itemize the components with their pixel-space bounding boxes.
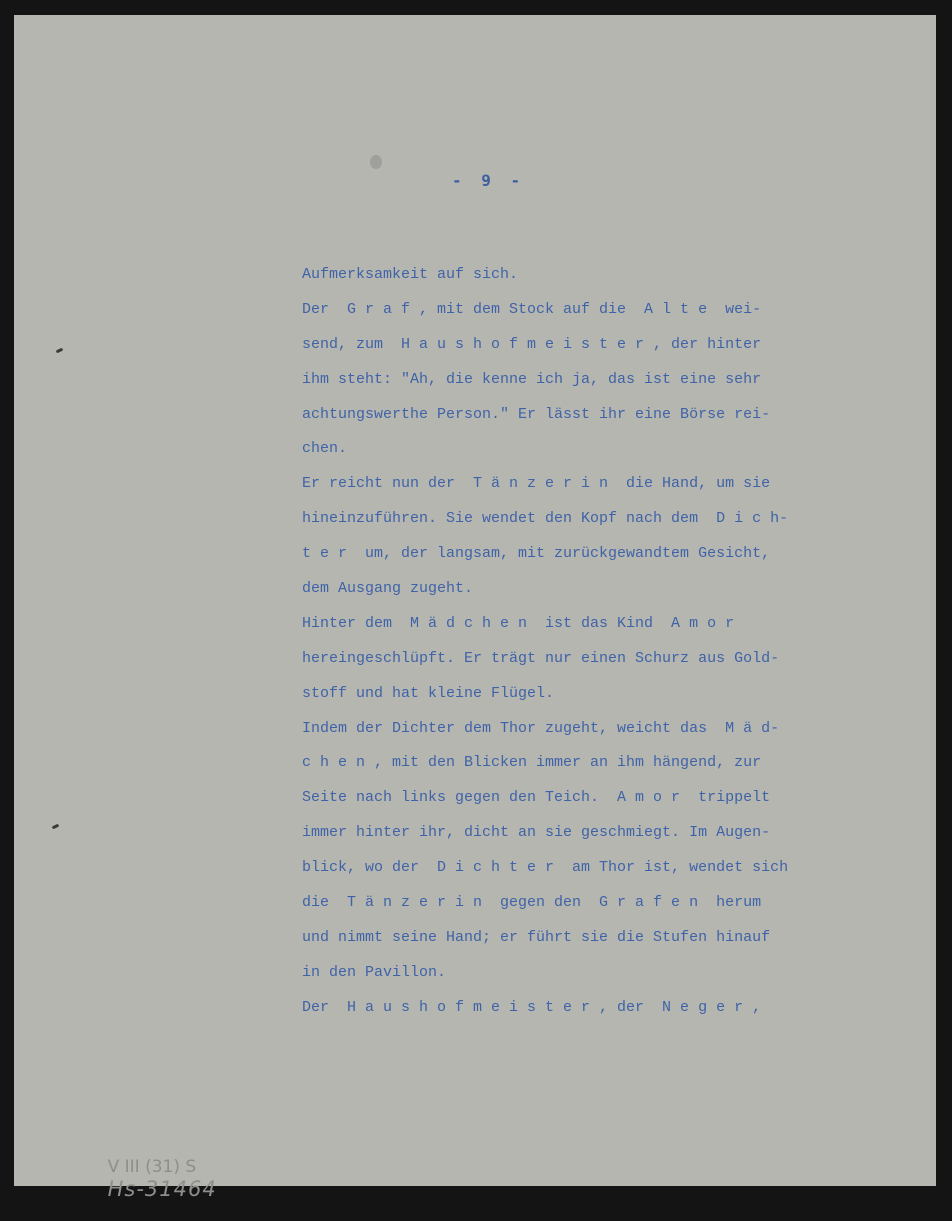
text-line: c h e n , mit den Blicken immer an ihm hängend, zur <box>302 754 762 772</box>
margin-mark <box>52 824 60 830</box>
text-line: blick, wo der D i c h t e r am Thor ist, wendet sich <box>302 859 789 877</box>
text-line: Der G r a f , mit dem Stock auf die A l t e wei- <box>302 300 762 318</box>
text-line: Aufmerksamkeit auf sich. <box>302 266 519 283</box>
text-line: immer hinter ihr, dicht an sie geschmiegt. Im Augen- <box>302 824 771 842</box>
text-line: send, zum H a u s h o f m e i s t e r , der hinter <box>302 335 762 353</box>
ink-smudge <box>370 155 382 169</box>
text-line: Er reicht nun der T ä n z e r i n die Hand, um sie <box>302 475 771 493</box>
text-line: hereingeschlüpft. Er trägt nur einen Schurz aus Gold- <box>302 649 780 667</box>
text-line: stoff und hat kleine Flügel. <box>302 684 555 702</box>
text-line: Der H a u s h o f m e i s t e r , der N e g e r , <box>302 998 762 1016</box>
text-line: t e r um, der langsam, mit zurückgewandtem Gesicht, <box>302 545 771 563</box>
page-number: - 9 - <box>452 171 526 190</box>
text-line: Seite nach links gegen den Teich. A m o r trippelt <box>302 789 771 807</box>
text-line: und nimmt seine Hand; er führt sie die Stufen hinauf <box>302 928 771 946</box>
margin-mark <box>56 348 64 354</box>
text-line: hineinzuführen. Sie wendet den Kopf nach dem D i c h- <box>302 510 789 528</box>
archive-shelfmark: Hs-31464 <box>107 1177 217 1201</box>
text-line: dem Ausgang zugeht. <box>302 580 474 598</box>
text-line: ihm steht: "Ah, die kenne ich ja, das ist eine sehr <box>302 370 762 388</box>
text-line: achtungswerthe Person." Er lässt ihr eine Börse rei- <box>302 405 771 423</box>
archive-signature: V III (31) S <box>107 1157 197 1177</box>
text-line: Hinter dem M ä d c h e n ist das Kind A m o r <box>302 614 735 632</box>
text-line: Indem der Dichter dem Thor zugeht, weicht das M ä d- <box>302 719 780 737</box>
text-line: chen. <box>302 440 348 458</box>
typescript-body <box>302 258 882 1026</box>
text-line: die T ä n z e r i n gegen den G r a f e n herum <box>302 894 762 912</box>
document-page <box>14 15 936 1201</box>
archive-pencil-note <box>86 1137 218 1221</box>
text-line: in den Pavillon. <box>302 963 447 981</box>
